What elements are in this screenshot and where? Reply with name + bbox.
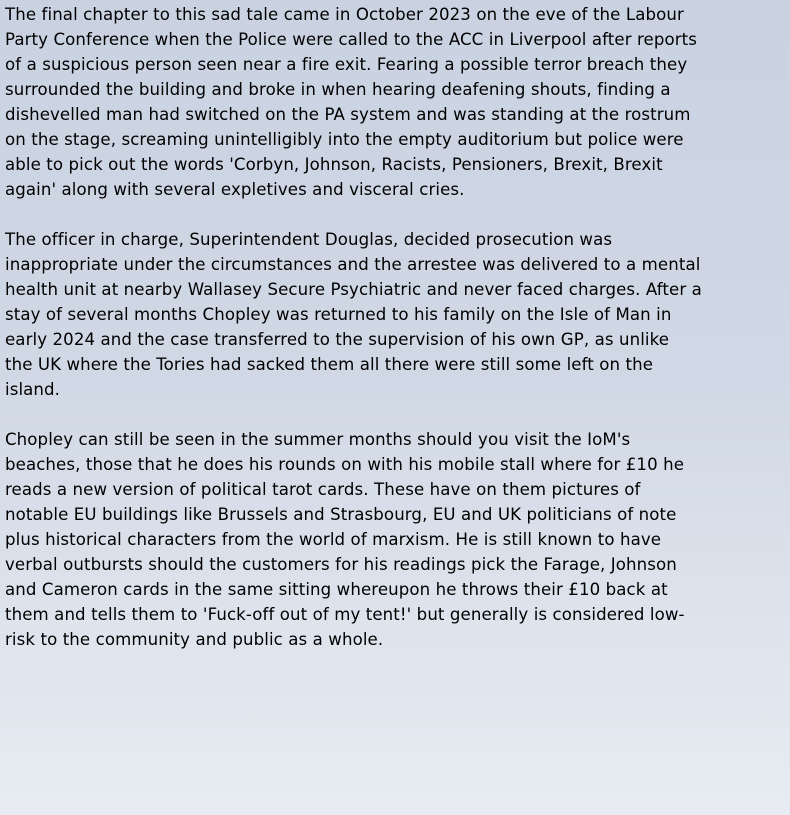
- text-line: the UK where the Tories had sacked them all there were still some left on the: [5, 355, 654, 374]
- text-line: risk to the community and public as a whole.: [5, 630, 384, 649]
- paragraph-1: [5, 2, 786, 202]
- text-line: and Cameron cards in the same sitting whereupon he throws their £10 back at: [5, 580, 668, 599]
- text-line: inappropriate under the circumstances and the arrestee was delivered to a mental: [5, 255, 701, 274]
- text-line: surrounded the building and broke in when hearing deafening shouts, finding a: [5, 80, 671, 99]
- text-line: them and tells them to 'Fuck-off out of my tent!' but generally is considered low-: [5, 605, 685, 624]
- text-line: reads a new version of political tarot cards. These have on them pictures of: [5, 480, 641, 499]
- paragraph-2: [5, 227, 786, 402]
- text-line: The final chapter to this sad tale came in October 2023 on the eve of the Labour: [5, 5, 684, 24]
- text-line: health unit at nearby Wallasey Secure Psychiatric and never faced charges. After a: [5, 280, 702, 299]
- text-line: plus historical characters from the world of marxism. He is still known to have: [5, 530, 662, 549]
- paragraph-spacer: [5, 202, 786, 227]
- text-line: beaches, those that he does his rounds on with his mobile stall where for £10 he: [5, 455, 685, 474]
- text-line: on the stage, screaming unintelligibly into the empty auditorium but police were: [5, 130, 684, 149]
- text-line: notable EU buildings like Brussels and Strasbourg, EU and UK politicians of note: [5, 505, 677, 524]
- text-line: able to pick out the words 'Corbyn, Johnson, Racists, Pensioners, Brexit, Brexit: [5, 155, 663, 174]
- text-line: of a suspicious person seen near a fire exit. Fearing a possible terror breach they: [5, 55, 688, 74]
- paragraph-3: [5, 427, 786, 652]
- text-line: island.: [5, 380, 61, 399]
- text-line: Chopley can still be seen in the summer months should you visit the IoM's: [5, 430, 631, 449]
- text-line: dishevelled man had switched on the PA system and was standing at the rostrum: [5, 105, 691, 124]
- text-line: again' along with several expletives and visceral cries.: [5, 180, 465, 199]
- text-line: stay of several months Chopley was returned to his family on the Isle of Man in: [5, 305, 672, 324]
- paragraph-spacer: [5, 402, 786, 427]
- text-line: The officer in charge, Superintendent Douglas, decided prosecution was: [5, 230, 613, 249]
- text-line: Party Conference when the Police were called to the ACC in Liverpool after reports: [5, 30, 698, 49]
- text-line: early 2024 and the case transferred to the supervision of his own GP, as unlike: [5, 330, 670, 349]
- text-line: verbal outbursts should the customers for his readings pick the Farage, Johnson: [5, 555, 677, 574]
